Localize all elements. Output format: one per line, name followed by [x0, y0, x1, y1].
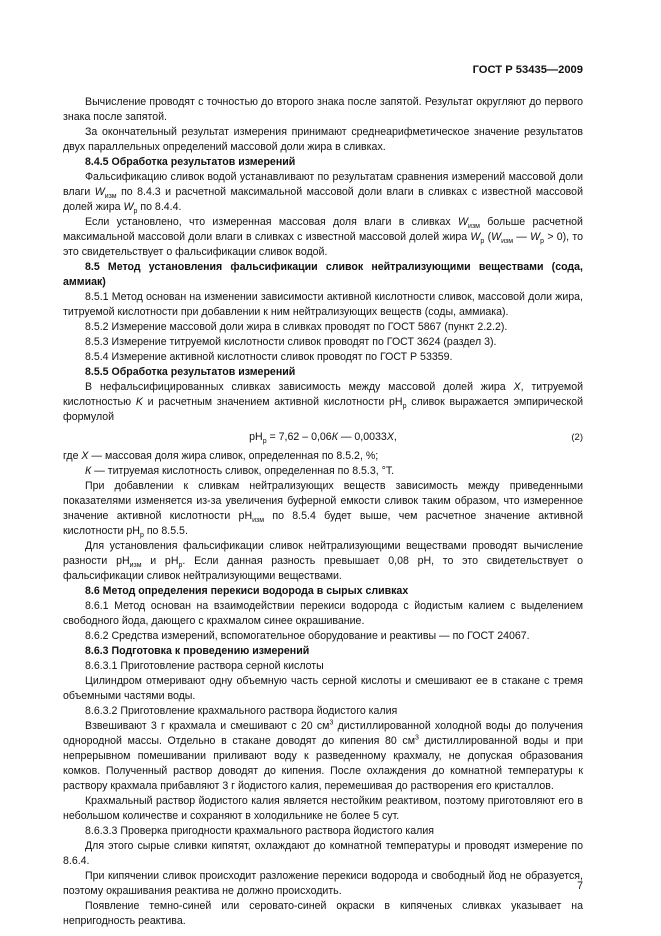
paragraph: Если установлено, что измеренная массовая доля влаги в сливках $W_{изм}$ больше расчетной максимальной массовой доли влаги в сливках с известной массовой долей жира $W_р$ ($W_{изм}$ — $W_р > 0$), то это свидетельствует о фальсификации сливок водой.: [63, 216, 583, 258]
section-heading: 8.6 Метод определения перекиси водорода в сырых сливках: [85, 585, 409, 597]
paragraph: где X — массовая доля жира сливок, определенная по 8.5.2, %;: [63, 450, 379, 462]
paragraph: Для этого сырые сливки кипятят, охлаждают до комнатной температуры и проводят измерение по 8.6.4.: [63, 840, 583, 867]
page-number: 7: [577, 880, 583, 892]
standard-code-header: ГОСТ Р 53435—2009: [472, 64, 583, 76]
section-heading: 8.6.3 Подготовка к проведению измерений: [85, 645, 310, 657]
section-heading: 8.4.5 Обработка результатов измерений: [85, 156, 296, 168]
paragraph: 8.6.3.2 Приготовление крахмального раствора йодистого калия: [85, 705, 398, 717]
paragraph: 8.6.3.1 Приготовление раствора серной кислоты: [85, 660, 324, 672]
document-body: [63, 95, 583, 929]
paragraph: 8.5.1 Метод основан на изменении зависимости активной кислотности сливок, массовой доли жира, титруемой кислотности при добавлении к ним нейтрализующих веществ (соды, аммиака).: [63, 291, 583, 318]
paragraph: 8.5.4 Измерение активной кислотности сливок проводят по ГОСТ Р 53359.: [85, 351, 453, 363]
paragraph: Фальсификацию сливок водой устанавливают по результатам сравнения измерений массовой доли влаги $W_{изм}$ по 8.4.3 и расчетной максимальной массовой доли влаги в сливках с известной массовой долей жира $W_р$ по 8.4.4.: [63, 171, 583, 216]
paragraph: За окончательный результат измерения принимают среднеарифметическое значение результатов двух параллельных определений массовой доли жира в сливках.: [63, 126, 583, 153]
paragraph: 8.6.1 Метод основан на взаимодействии перекиси водорода с йодистым калием с выделением свободного йода, дающего с крахмалом синее окрашивание.: [63, 600, 583, 627]
section-heading: 8.5.5 Обработка результатов измерений: [85, 366, 296, 378]
paragraph: К — титруемая кислотность сливок, определенная по 8.5.3, °Т.: [85, 465, 395, 477]
paragraph: 8.6.2 Средства измерений, вспомогательное оборудование и реактивы — по ГОСТ 24067.: [85, 630, 530, 642]
paragraph: 8.5.2 Измерение массовой доли жира в сливках проводят по ГОСТ 5867 (пункт 2.2.2).: [85, 321, 508, 333]
paragraph: Для установления фальсификации сливок нейтрализующими веществами проводят вычисление разности $рН_{изм}$ и $рН_р$. Если данная разность превышает 0,08 рН, то это свидетельствует о фальсификации сливок нейтрализующими веществами.: [63, 540, 583, 582]
paragraph: Вычисление проводят с точностью до второго знака после запятой. Результат округляют до первого знака после запятой.: [63, 96, 583, 123]
formula: $рН_р = 7,62 - 0,06К$ — 0,0033X, (2): [249, 431, 583, 446]
paragraph: Крахмальный раствор йодистого калия является нестойким реактивом, поэтому приготовляют его в небольшом количестве и сохраняют в холодильнике не более 5 сут.: [63, 795, 583, 822]
paragraph: 8.6.3.3 Проверка пригодности крахмального раствора йодистого калия: [85, 825, 435, 837]
section-heading: 8.5 Метод установления фальсификации сливок нейтрализующими веществами (сода, аммиак): [63, 261, 583, 288]
paragraph: Взвешивают 3 г крахмала и смешивают с 20 $см^3$ дистиллированной холодной воды до получения однородной массы. Отдельно в стакане доводят до кипения 80 $см^3$ дистиллированной воды и при непрерывном помешивании приливают воду к разведенному крахмалу, не допуская образования комков. Полученный раствор доводят до кипения. После охлаждения до комнатной температуры к раствору крахмала прибавляют 3 г йодистого калия, перемешивая до растворения его кристаллов.: [63, 719, 584, 792]
paragraph: 8.5.3 Измерение титруемой кислотности сливок проводят по ГОСТ 3624 (раздел 3).: [85, 336, 497, 348]
paragraph: В нефальсифицированных сливках зависимость между массовой долей жира X, титруемой кислотностью K и расчетным значением активной кислотности $рН_р$ сливок выражается эмпирической формулой: [63, 381, 584, 423]
paragraph: Появление темно-синей или серовато-синей окраски в кипяченых сливках указывает на непригодность реактива.: [63, 900, 583, 927]
paragraph: При добавлении к сливкам нейтрализующих веществ зависимость между приведенными показателями изменяется из-за увеличения буферной емкости сливок таким образом, что измеренное значение активной кислотности $рН_{изм}$ по 8.5.4 будет выше, чем расчетное значение активной кислотности $рН_р$ по 8.5.5.: [63, 480, 583, 540]
paragraph: Цилиндром отмеривают одну объемную часть серной кислоты и смешивают ее в стакане с тремя объемными частями воды.: [63, 675, 583, 702]
paragraph: При кипячении сливок происходит разложение перекиси водорода и свободный йод не образуется, поэтому окрашивания реактива не должно происходить.: [63, 870, 583, 897]
